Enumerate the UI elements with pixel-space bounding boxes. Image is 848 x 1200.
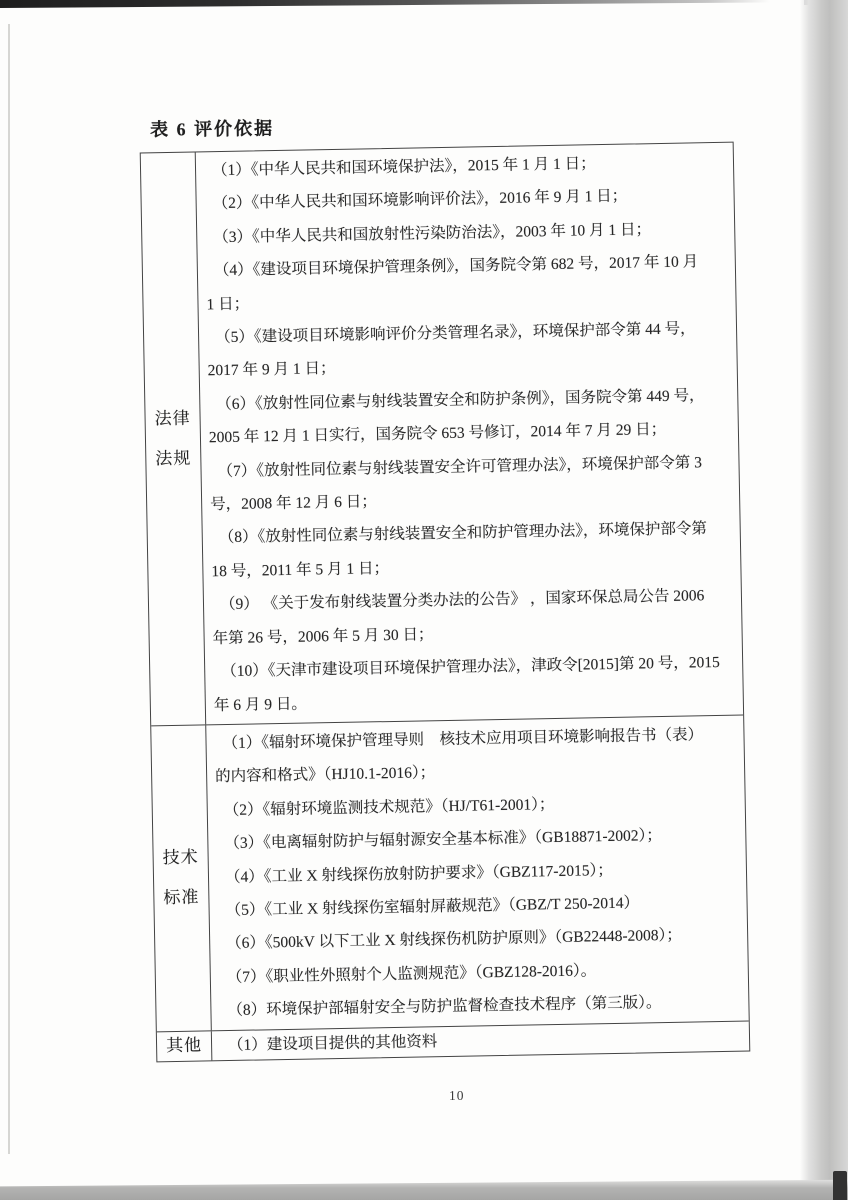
row-content xyxy=(196,143,743,725)
content-line: （4）《工业 X 射线探伤放射防护要求》（GBZ117-2015）； xyxy=(224,861,613,886)
top-scan-edge xyxy=(0,0,770,8)
content-line: （6）《放射性同位素与射线装置安全和防护条例》，国务院令第 449 号， xyxy=(216,387,705,413)
paper-edge-line xyxy=(8,24,10,1154)
content-line: 2017 年 9 月 1 日； xyxy=(207,360,336,380)
content-line: （8）《放射性同位素与射线装置安全和防护管理办法》，环境保护部令第 xyxy=(218,520,708,547)
content-line: 1 日； xyxy=(206,295,250,313)
content-line: （5）《工业 X 射线探伤室辐射屏蔽规范》（GBZ/T 250-2014） xyxy=(225,894,640,920)
content-line: （4）《建设项目环境保护管理条例》，国务院令第 682 号，2017 年 10 月 xyxy=(213,253,699,280)
evaluation-basis-table xyxy=(140,142,751,1062)
bottom-right-corner-mark xyxy=(833,1171,847,1200)
content-line: （1）《辐射环境保护管理导则 核技术应用项目环境影响报告书（表） xyxy=(222,726,704,753)
bottom-scan-edge xyxy=(0,1178,848,1200)
content-line: （5）《建设项目环境影响评价分类管理名录》，环境保护部令第 44 号， xyxy=(214,320,696,347)
row-header-line: 标准 xyxy=(163,887,200,908)
content-line: （1）《中华人民共和国环境保护法》，2015 年 1 月 1 日； xyxy=(211,155,596,180)
table-row xyxy=(141,143,743,726)
row-header xyxy=(157,1031,213,1061)
content-line: 18 号，2011 年 5 月 1 日； xyxy=(211,559,390,581)
content-line: （2）《辐射环境监测技术规范》（HJ/T61-2001）； xyxy=(223,795,555,819)
content-line: （8）环境保护部辐射安全与防护监督检查技术程序（第三版）。 xyxy=(227,994,662,1020)
row-header-line: 技术 xyxy=(162,847,199,868)
table-row xyxy=(151,714,749,1030)
row-header-line: 法律 xyxy=(154,408,191,429)
content-line: 2005 年 12 月 1 日实行，国务院令 653 号修订，2014 年 7 月 29 日； xyxy=(208,421,667,447)
page-number: 10 xyxy=(449,1088,465,1103)
content-line: （7）《职业性外照射个人监测规范》（GBZ128-2016）。 xyxy=(226,962,597,986)
row-header-line: 法规 xyxy=(155,448,192,469)
content-line: （10）《天津市建设项目环境保护管理办法》，津政令[2015]第 20 号，2015 xyxy=(221,654,720,681)
content-line: （7）《放射性同位素与射线装置安全许可管理办法》，环境保护部令第 3 xyxy=(217,453,703,480)
table-caption: 表 6 评价依据 xyxy=(149,118,275,140)
row-header xyxy=(151,725,212,1031)
content-line: 年第 26 号，2006 年 5 月 30 日； xyxy=(212,625,434,647)
content-line: 年 6 月 9 日。 xyxy=(213,695,308,714)
content-line: （2）《中华人民共和国环境影响评价法》，2016 年 9 月 1 日； xyxy=(212,188,628,213)
content-line: （3）《中华人民共和国放射性污染防治法》，2003 年 10 月 1 日； xyxy=(213,220,652,246)
content-line: （3）《电离辐射防护与辐射源安全基本标准》（GB18871-2002）； xyxy=(224,827,662,853)
right-scan-band xyxy=(800,0,848,1200)
content-line: 的内容和格式》（HJ10.1-2016）； xyxy=(215,764,436,786)
content-line: （9） 《关于发布射线装置分类办法的公告》 ，国家环保总局公告 2006 xyxy=(219,587,705,614)
content-line: （1）建设项目提供的其他资料 xyxy=(227,1032,438,1054)
content-line: （6）《500kV 以下工业 X 射线探伤机防护原则》（GB22448-2008）； xyxy=(226,927,682,953)
row-header-line: 其他 xyxy=(165,1035,203,1056)
row-content xyxy=(206,715,748,1029)
content-line: 号，2008 年 12 月 6 日； xyxy=(210,493,377,514)
